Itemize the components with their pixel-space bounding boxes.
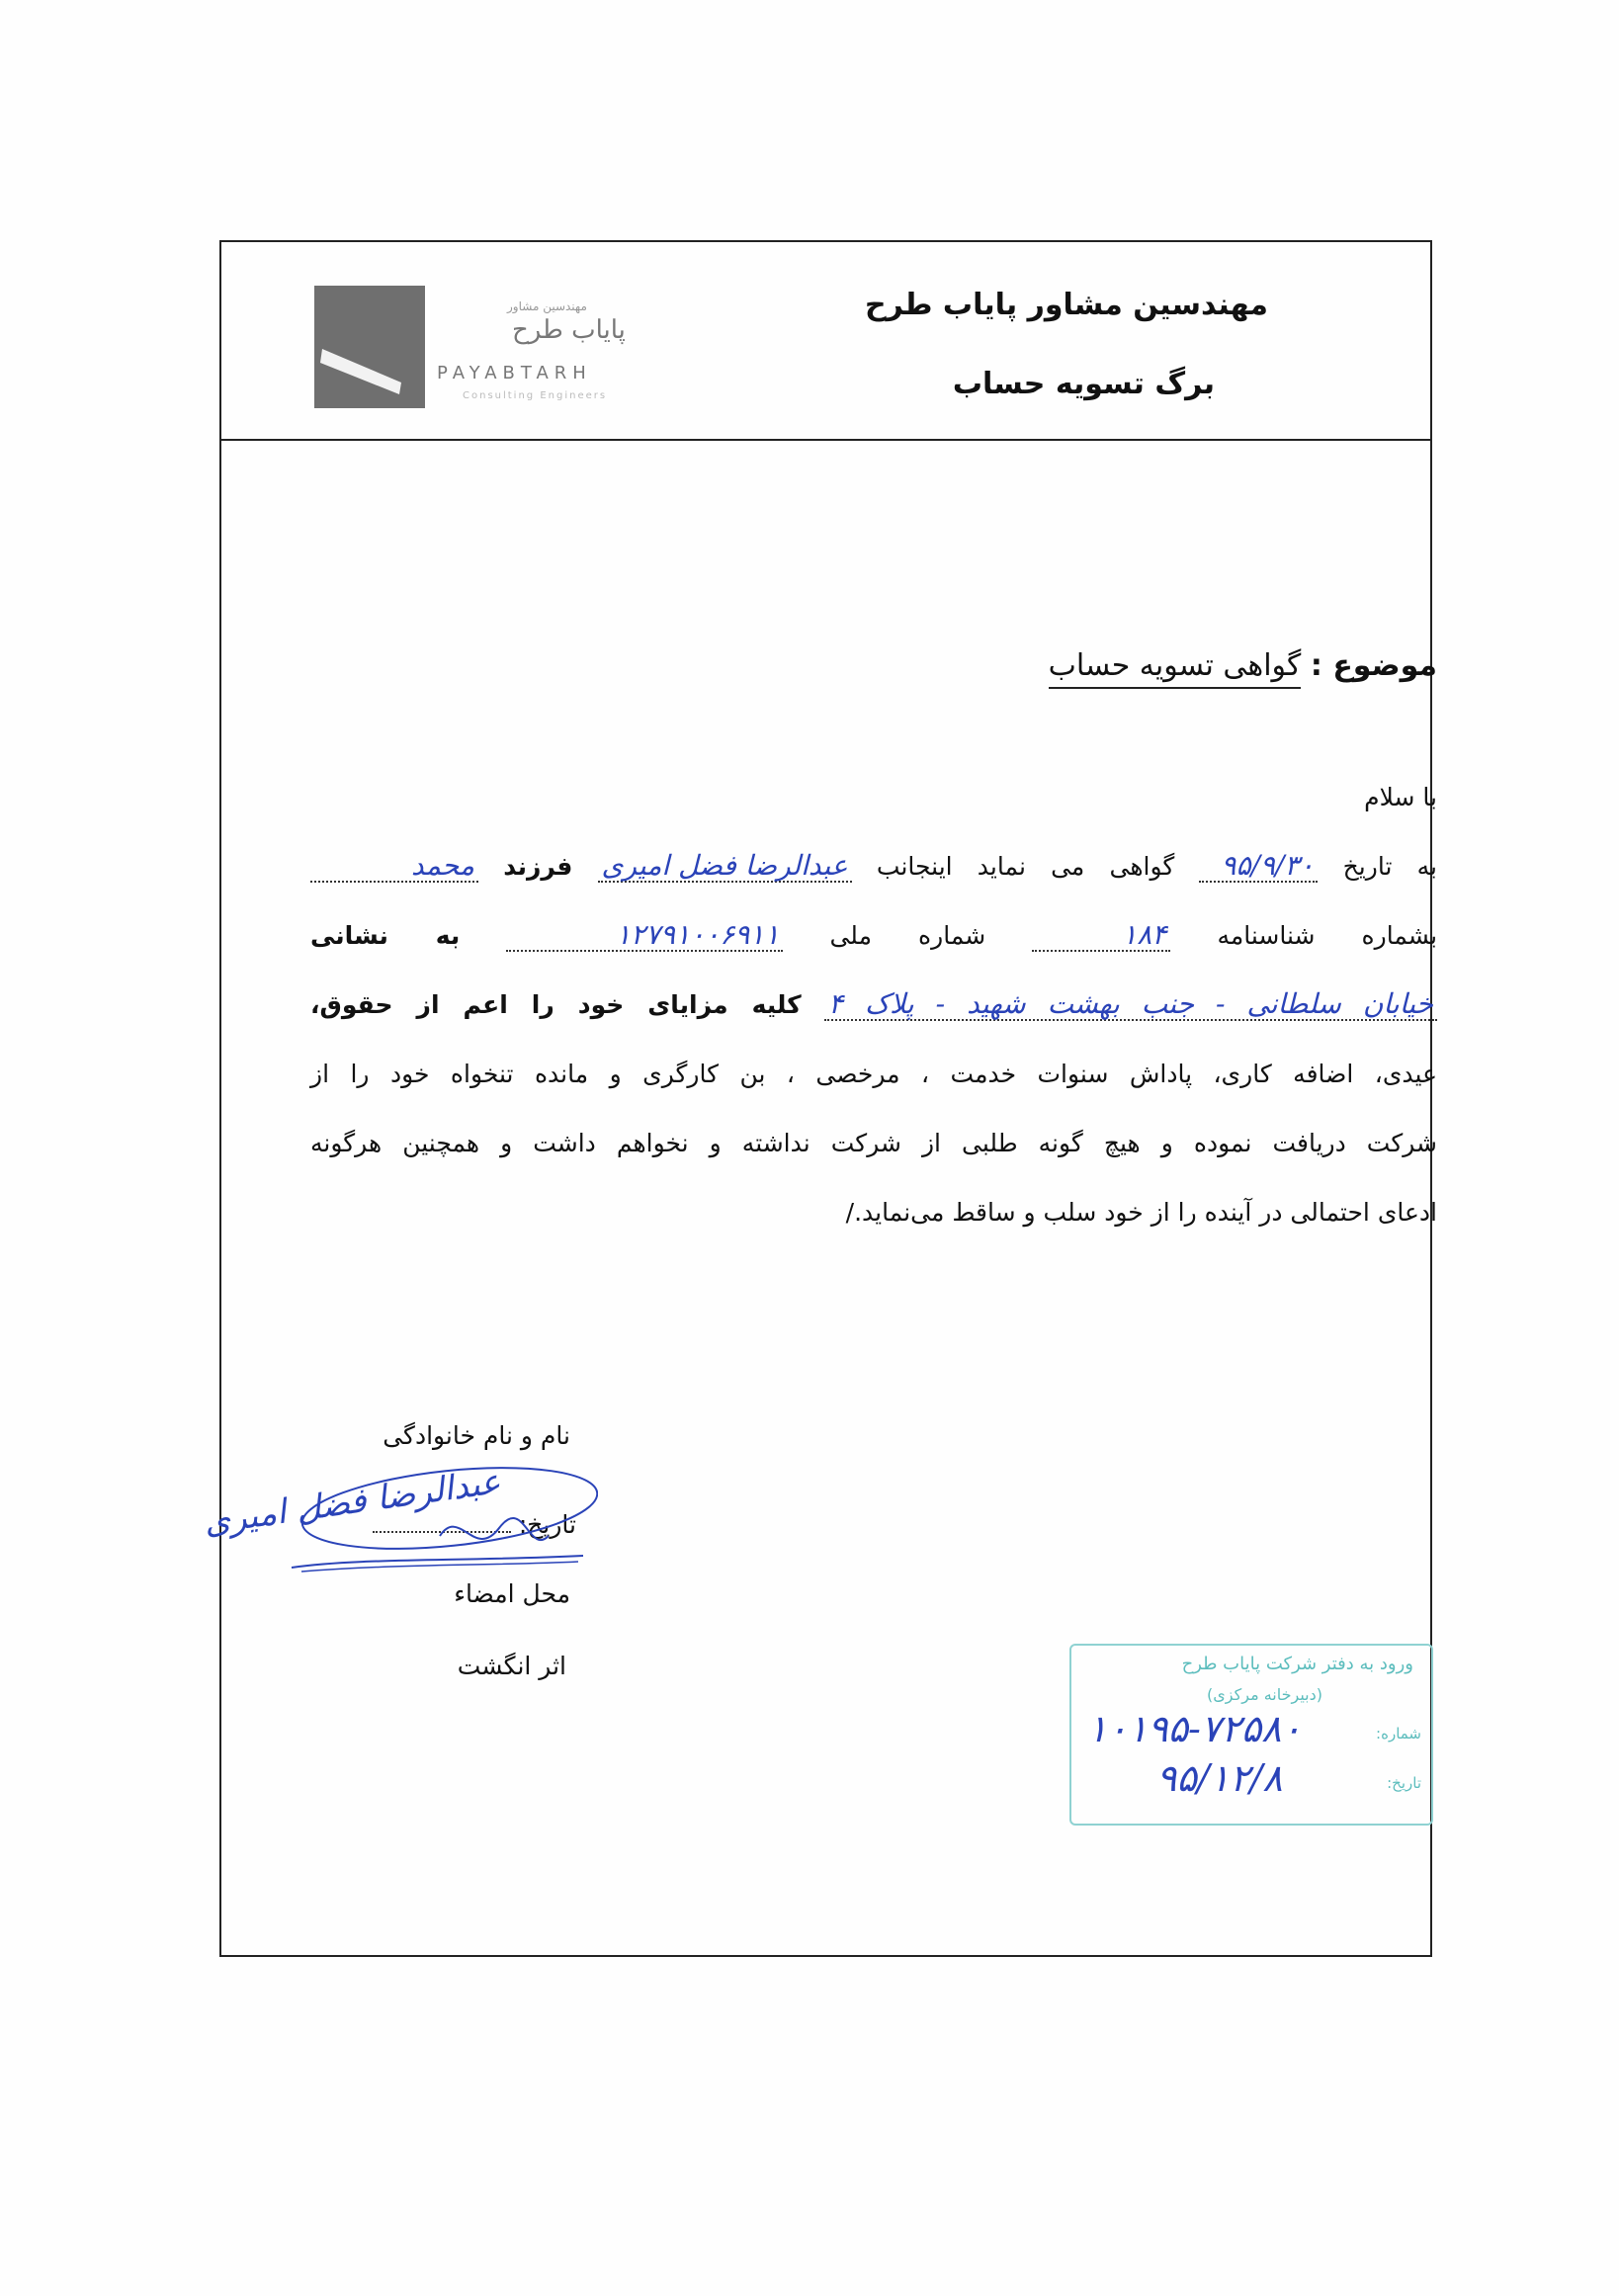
stamp-date: ۹۵/۱۲/۸ bbox=[1156, 1756, 1283, 1800]
address-field bbox=[824, 987, 1437, 1021]
l2-prefix: بشماره شناسنامه bbox=[1217, 921, 1438, 950]
company-name: مهندسین مشاور پایاب طرح bbox=[864, 288, 1268, 322]
body-line-4 bbox=[310, 1055, 1437, 1094]
national-id-field bbox=[506, 918, 783, 952]
body-line-5 bbox=[310, 1124, 1437, 1163]
subject-line bbox=[1049, 648, 1437, 683]
national-id-value: ۱۲۷۹۱۰۰۶۹۱۱ bbox=[615, 918, 780, 951]
address-value: خیابان سلطانی - جنب بهشت شهید - پلاک ۴ bbox=[828, 987, 1433, 1020]
date-label-text: تاریخ: bbox=[518, 1510, 576, 1539]
l4-text: عیدی، اضافه کاری، پاداش سنوات خدمت ، مرخصی ، بن کارگری و مانده تنخواه خود را از bbox=[310, 1060, 1437, 1088]
greeting: با سلام bbox=[1364, 783, 1437, 811]
body-line-1 bbox=[310, 847, 1437, 887]
logo-fa-top: مهندسین مشاور bbox=[507, 299, 587, 313]
l2-mid: شماره ملی bbox=[829, 921, 986, 950]
l1-child-of: فرزند bbox=[503, 852, 573, 881]
stamp-number-label: شماره: bbox=[1376, 1725, 1421, 1743]
logo-en-name: PAYABTARH bbox=[437, 363, 592, 383]
company-logo bbox=[314, 286, 665, 414]
body-line-3 bbox=[310, 985, 1437, 1025]
stamp-title: ورود به دفتر شرکت پایاب طرح bbox=[1181, 1654, 1413, 1674]
handwritten-name: عبدالرضا فضل امیری bbox=[201, 1462, 503, 1543]
date-value: ۹۵/۹/۳۰ bbox=[1221, 849, 1315, 882]
body-line-6: ادعای احتمالی در آینده را از خود سلب و ساقط می‌نماید./ bbox=[845, 1198, 1437, 1227]
id-value: ۱۸۴ bbox=[1122, 918, 1167, 951]
logo-subtitle: Consulting Engineers bbox=[463, 390, 608, 401]
l1-prefix: به تاریخ bbox=[1342, 852, 1437, 881]
subject-label: موضوع : bbox=[1310, 648, 1437, 683]
stamp-subtitle: (دبیرخانه مرکزی) bbox=[1207, 1685, 1322, 1704]
father-value: محمد bbox=[411, 849, 474, 882]
id-field bbox=[1032, 918, 1170, 952]
stamp-number: ۱۰۱۹۵-۷۲۵۸۰ bbox=[1087, 1707, 1302, 1750]
sign-label: محل امضاء bbox=[454, 1579, 570, 1608]
l5-text: شرکت دریافت نموده و هیچ گونه طلبی از شرکت نداشته و نخواهم داشت و همچنین هرگونه bbox=[310, 1129, 1437, 1157]
l3-text: کلیه مزایای خود را اعم از حقوق، bbox=[310, 990, 802, 1019]
receipt-stamp bbox=[1069, 1644, 1433, 1826]
header-divider bbox=[221, 439, 1430, 441]
logo-fa-name: پایاب طرح bbox=[512, 315, 626, 345]
name-value: عبدالرضا فضل امیری bbox=[601, 849, 848, 882]
body-line-2 bbox=[310, 916, 1437, 956]
fingerprint-label: اثر انگشت bbox=[457, 1652, 566, 1680]
father-field bbox=[310, 849, 478, 883]
name-label: نام و نام خانوادگی bbox=[383, 1421, 570, 1450]
subject-value: گواهی تسویه حساب bbox=[1049, 648, 1302, 689]
name-field bbox=[598, 849, 852, 883]
document-frame bbox=[219, 240, 1438, 1957]
stamp-date-label: تاریخ: bbox=[1387, 1774, 1421, 1792]
l2-suffix: به نشانی bbox=[310, 921, 461, 950]
l1-mid: گواهی می نماید اینجانب bbox=[876, 852, 1175, 881]
date-field bbox=[1199, 849, 1318, 883]
logo-mark bbox=[314, 286, 425, 408]
form-title: برگ تسویه حساب bbox=[952, 367, 1215, 401]
